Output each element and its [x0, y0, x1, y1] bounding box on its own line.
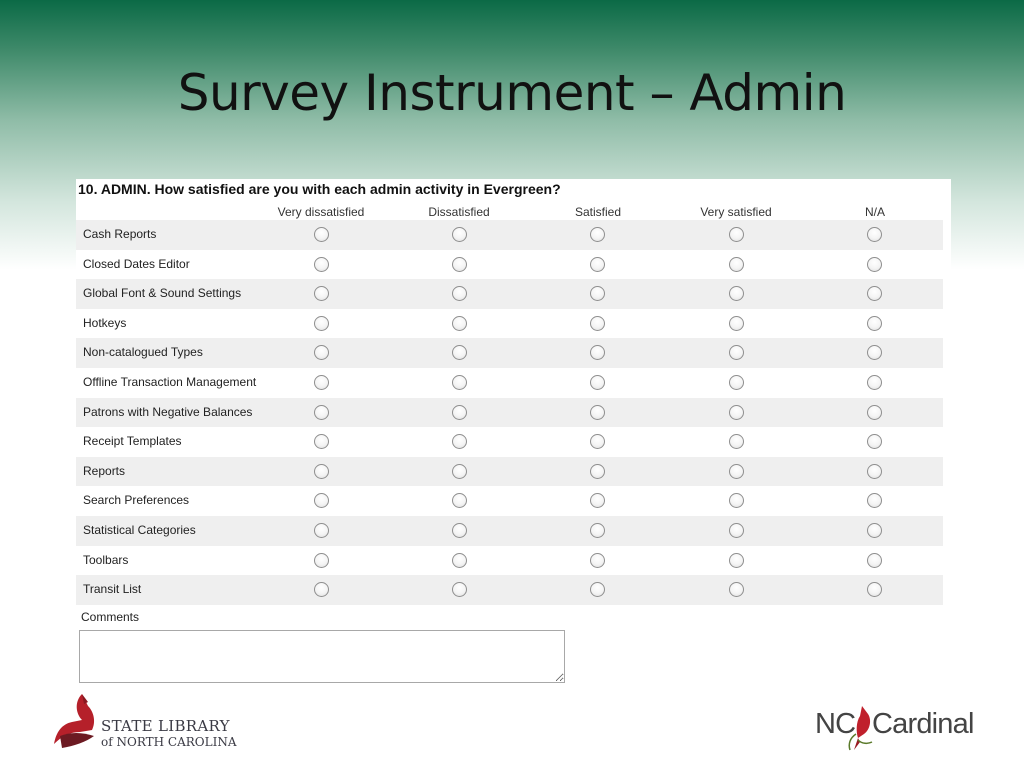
survey-row	[76, 250, 943, 280]
radio-na[interactable]	[867, 434, 882, 449]
nc-cardinal-logo	[812, 702, 972, 758]
radio-na[interactable]	[867, 523, 882, 538]
radio-very-satisfied[interactable]	[729, 345, 744, 360]
radio-satisfied[interactable]	[590, 582, 605, 597]
survey-row	[76, 457, 943, 487]
radio-satisfied[interactable]	[590, 464, 605, 479]
survey-row-label: Closed Dates Editor	[83, 256, 190, 271]
radio-very-dissatisfied[interactable]	[314, 257, 329, 272]
radio-very-dissatisfied[interactable]	[314, 464, 329, 479]
radio-satisfied[interactable]	[590, 345, 605, 360]
radio-dissatisfied[interactable]	[452, 227, 467, 242]
radio-dissatisfied[interactable]	[452, 553, 467, 568]
radio-dissatisfied[interactable]	[452, 493, 467, 508]
question-title: 10. ADMIN. How satisfied are you with each admin activity in Evergreen?	[78, 181, 561, 197]
col-header-very-satisfied: Very satisfied	[700, 205, 772, 219]
radio-very-satisfied[interactable]	[729, 375, 744, 390]
radio-very-dissatisfied[interactable]	[314, 345, 329, 360]
radio-very-satisfied[interactable]	[729, 493, 744, 508]
radio-dissatisfied[interactable]	[452, 464, 467, 479]
survey-row-label: Non-catalogued Types	[83, 345, 203, 360]
radio-satisfied[interactable]	[590, 316, 605, 331]
radio-very-satisfied[interactable]	[729, 316, 744, 331]
survey-row	[76, 486, 943, 516]
radio-satisfied[interactable]	[590, 257, 605, 272]
radio-very-dissatisfied[interactable]	[314, 434, 329, 449]
survey-row-label: Offline Transaction Management	[83, 374, 257, 389]
state-library-line1: STATE LIBRARY	[101, 717, 230, 735]
radio-na[interactable]	[867, 464, 882, 479]
radio-very-dissatisfied[interactable]	[314, 553, 329, 568]
radio-na[interactable]	[867, 257, 882, 272]
radio-satisfied[interactable]	[590, 286, 605, 301]
radio-na[interactable]	[867, 375, 882, 390]
state-library-line2: of NORTH CAROLINA	[101, 735, 237, 749]
comments-textarea[interactable]	[79, 630, 565, 683]
survey-row-label: Statistical Categories	[83, 522, 196, 537]
radio-very-dissatisfied[interactable]	[314, 523, 329, 538]
survey-row	[76, 546, 943, 576]
radio-very-satisfied[interactable]	[729, 286, 744, 301]
radio-dissatisfied[interactable]	[452, 345, 467, 360]
radio-very-satisfied[interactable]	[729, 434, 744, 449]
survey-row	[76, 338, 943, 368]
survey-row	[76, 368, 943, 398]
radio-very-dissatisfied[interactable]	[314, 493, 329, 508]
col-header-satisfied: Satisfied	[574, 205, 622, 219]
radio-satisfied[interactable]	[590, 523, 605, 538]
comments-label: Comments	[81, 610, 140, 624]
survey-row-label: Search Preferences	[83, 493, 190, 508]
survey-row-label: Patrons with Negative Balances	[83, 404, 253, 419]
survey-row	[76, 575, 943, 605]
radio-dissatisfied[interactable]	[452, 316, 467, 331]
survey-rows	[76, 220, 943, 605]
radio-very-satisfied[interactable]	[729, 523, 744, 538]
radio-dissatisfied[interactable]	[452, 434, 467, 449]
radio-very-dissatisfied[interactable]	[314, 286, 329, 301]
survey-row-label: Cash Reports	[83, 227, 157, 241]
survey-row	[76, 516, 943, 546]
radio-very-satisfied[interactable]	[729, 553, 744, 568]
radio-very-satisfied[interactable]	[729, 582, 744, 597]
radio-very-satisfied[interactable]	[729, 227, 744, 242]
radio-na[interactable]	[867, 582, 882, 597]
radio-dissatisfied[interactable]	[452, 582, 467, 597]
radio-dissatisfied[interactable]	[452, 405, 467, 420]
radio-na[interactable]	[867, 286, 882, 301]
survey-row-label: Transit List	[83, 582, 142, 597]
radio-dissatisfied[interactable]	[452, 286, 467, 301]
slide-title: Survey Instrument – Admin	[177, 64, 847, 122]
survey-row-label: Hotkeys	[83, 315, 127, 330]
radio-very-dissatisfied[interactable]	[314, 375, 329, 390]
survey-row	[76, 220, 943, 250]
survey-row-label: Global Font & Sound Settings	[83, 286, 242, 301]
survey-row	[76, 309, 943, 339]
radio-satisfied[interactable]	[590, 227, 605, 242]
survey-row-label: Toolbars	[83, 552, 129, 567]
col-header-na: N/A	[864, 205, 886, 219]
radio-na[interactable]	[867, 553, 882, 568]
state-library-logo	[52, 692, 242, 752]
radio-very-satisfied[interactable]	[729, 405, 744, 420]
radio-dissatisfied[interactable]	[452, 375, 467, 390]
radio-dissatisfied[interactable]	[452, 523, 467, 538]
radio-satisfied[interactable]	[590, 493, 605, 508]
radio-na[interactable]	[867, 493, 882, 508]
radio-satisfied[interactable]	[590, 434, 605, 449]
radio-na[interactable]	[867, 345, 882, 360]
radio-very-satisfied[interactable]	[729, 257, 744, 272]
radio-na[interactable]	[867, 405, 882, 420]
survey-row	[76, 279, 943, 309]
radio-na[interactable]	[867, 227, 882, 242]
radio-dissatisfied[interactable]	[452, 257, 467, 272]
nc-cardinal-word: Cardinal	[872, 708, 974, 740]
radio-very-dissatisfied[interactable]	[314, 316, 329, 331]
survey-row-label: Receipt Templates	[83, 434, 182, 449]
radio-very-dissatisfied[interactable]	[314, 227, 329, 242]
survey-panel	[76, 179, 951, 689]
col-header-dissatisfied: Dissatisfied	[428, 205, 490, 219]
radio-satisfied[interactable]	[590, 375, 605, 390]
radio-satisfied[interactable]	[590, 405, 605, 420]
radio-satisfied[interactable]	[590, 553, 605, 568]
radio-very-satisfied[interactable]	[729, 464, 744, 479]
survey-row	[76, 398, 943, 428]
radio-very-dissatisfied[interactable]	[314, 405, 329, 420]
radio-very-dissatisfied[interactable]	[314, 582, 329, 597]
cardinal-emblem-icon	[52, 692, 104, 752]
nc-cardinal-nc: NC	[815, 708, 856, 740]
col-header-very-dissatisfied: Very dissatisfied	[277, 205, 365, 219]
survey-row	[76, 427, 943, 457]
survey-row-label: Reports	[83, 463, 126, 478]
radio-na[interactable]	[867, 316, 882, 331]
